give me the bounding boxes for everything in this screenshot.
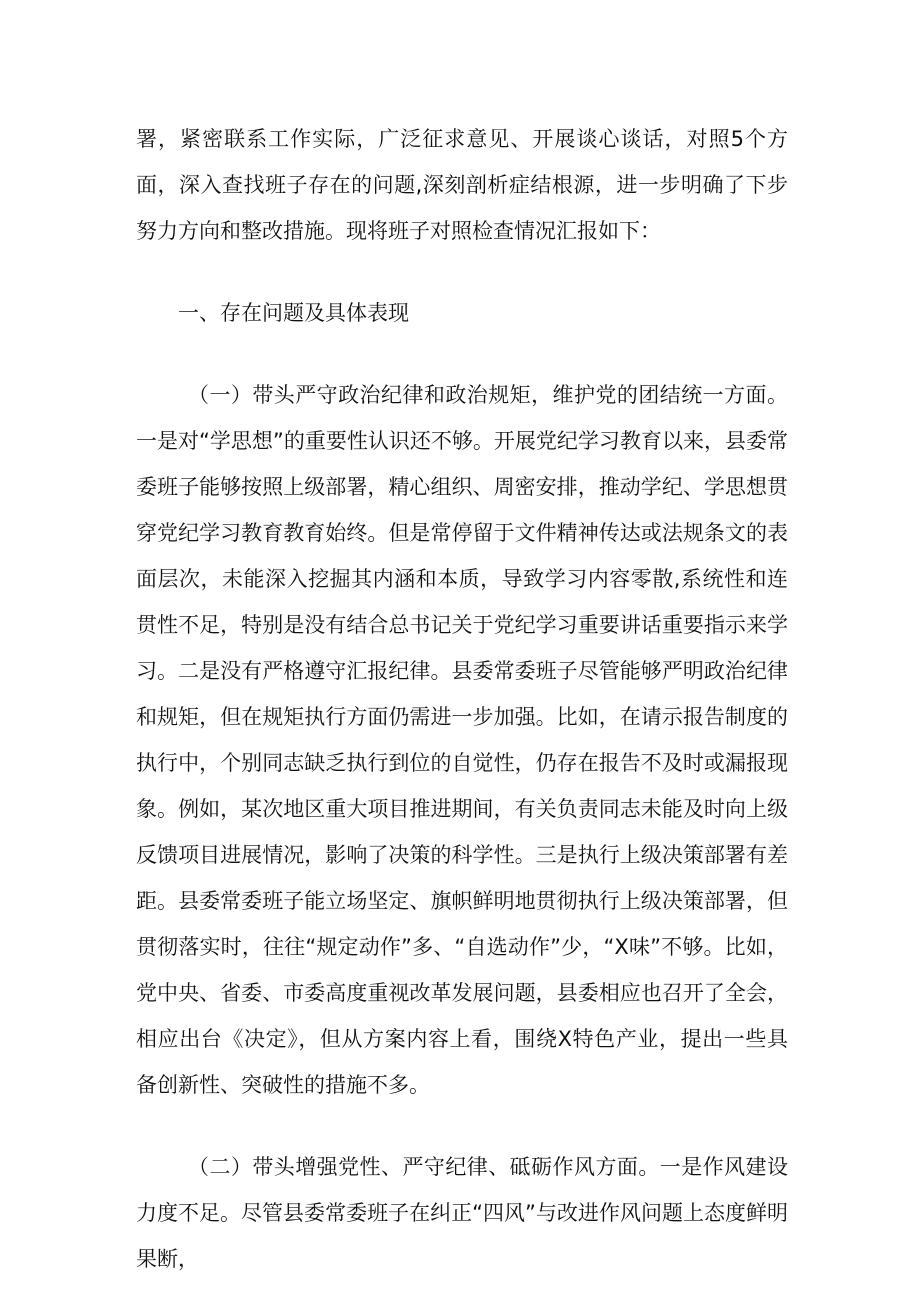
problem-paragraph-2: （二）带头增强党性、严守纪律、砥砺作风方面。一是作风建设力度不足。尽管县委常委班子在纠正“四风”与改进作风问题上态度鲜明果断， (136, 1155, 788, 1271)
document-body (136, 116, 788, 1282)
intro-continuation-paragraph: 署，紧密联系工作实际，广泛征求意见、开展谈心谈话，对照5个方面，深入查找班子存在的问题,深刻剖析症结根源，进一步明确了下步努力方向和整改措施。现将班子对照检查情况汇报如下： (136, 127, 788, 243)
section-heading: 一、存在问题及具体表现 (178, 301, 409, 325)
problem-paragraph-1: （一）带头严守政治纪律和政治规矩，维护党的团结统一方面。一是对“学思想”的重要性认识还不够。开展党纪学习教育以来，县委常委班子能够按照上级部署，精心组织、周密安排，推动学纪、学思想贯穿党纪学习教育教育始终。但是常停留于文件精神传达或法规条文的表面层次，未能深入挖掘其内涵和本质，导致学习内容零散,系统性和连贯性不足，特别是没有结合总书记关于党纪学习重要讲话重要指示来学习。二是没有严格遵守汇报纪律。县委常委班子尽管能够严明政治纪律和规矩，但在规矩执行方面仍需进一步加强。比如，在请示报告制度的执行中，个别同志缺乏执行到位的自觉性，仍存在报告不及时或漏报现象。例如，某次地区重大项目推进期间，有关负责同志未能及时向上级反馈项目进展情况，影响了决策的科学性。三是执行上级决策部署有差距。县委常委班子能立场坚定、旗帜鲜明地贯彻执行上级决策部署，但贯彻落实时，往往“规定动作”多、“自选动作”少，“X味”不够。比如，党中央、省委、市委高度重视改革发展问题，县委相应也召开了全会，相应出台《决定》，但从方案内容上看，围绕X特色产业，提出一些具备创新性、突破性的措施不多。 (136, 383, 788, 1097)
